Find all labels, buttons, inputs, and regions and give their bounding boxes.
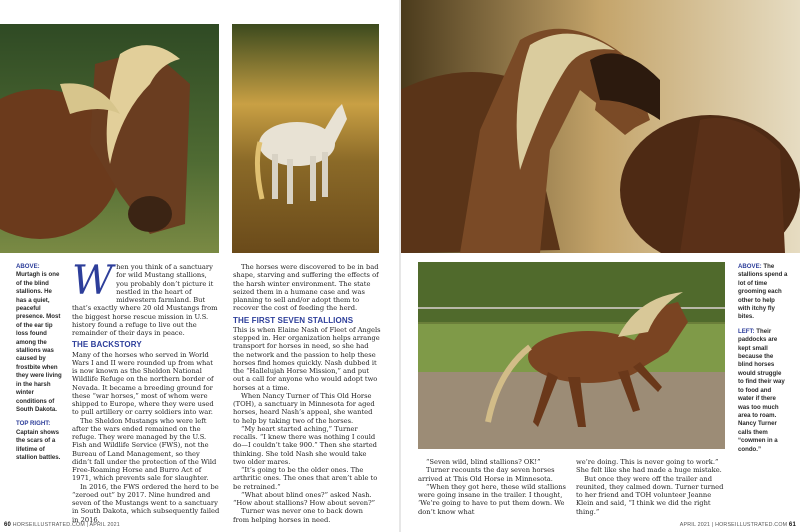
footer-right — [680, 522, 796, 528]
page-number-left: 60 — [4, 522, 12, 528]
body-paragraph: we’re doing. This is never going to work.” She felt like she had made a huge mistake. — [576, 458, 722, 475]
body-paragraph: Many of the horses who served in World Wars I and II were rounded up from what is now known as the Sheldon National Wildlife Refuge on the northern border of Nevada. It became a breeding ground for these “war horses,” most of whom were shipped to Europe, where they were used to pull artillery or carry soldiers into war. — [72, 350, 214, 417]
caption-right — [738, 263, 788, 460]
body-paragraph: When Nancy Turner of This Old Horse (TOH), a sanctuary in Minnesota for aged horses, heard Nash’s appeal, she wanted to help by taking two of the horses. — [233, 391, 375, 425]
heading-backstory: THE BACKSTORY — [72, 340, 142, 350]
caption-left — [16, 263, 64, 468]
body-paragraph: The horses were discovered to be in bad shape, starving and suffering the effects of the harsh winter environment. The state seized them in a humane case and was planning to sell and/or adopt them to recover the cost of feeding the herd. — [233, 263, 379, 313]
body-paragraph: This is when Elaine Nash of Fleet of Angels stepped in. Her organization helps arrange transport for horses in need, so she had the network and the passion to help these horses find homes quickly. Nash dubbed it the “Hallelujah Horse Mission,” and put out a call for anyone who would adopt two horses at a time. — [233, 325, 381, 392]
body-paragraph: “It’s going to be the older ones. The arthritic ones. The ones that aren’t able to be retrained.” — [233, 466, 378, 491]
body-paragraph: The Sheldon Mustangs who were left after the wars ended remained on the refuge. They were managed by the U.S. Fish and Wildlife Service (FWS), not the Bureau of Land Management, so they didn’t fall under the protection of the Wild Free-Roaming Horse and Burro Act of 1971, which prevents sale for slaughter. — [72, 416, 217, 483]
page-number-right: 61 — [788, 522, 796, 528]
page-gutter — [399, 0, 401, 532]
article-column-2 — [233, 263, 381, 524]
photo-murtagh — [0, 24, 219, 253]
body-paragraph: “When they got here, these wild stallions were going insane in the trailer. I thought, ‘We’re going to have to put them down. We don’t know what — [418, 482, 566, 516]
caption-right-above: ABOVE: The stallions spend a lot of time grooming each other to help with itchy fly bites. — [738, 263, 788, 321]
footer-right-text: APRIL 2021 | HORSEILLUSTRATED.COM — [679, 522, 788, 528]
photo-trotting-horse — [418, 262, 725, 449]
body-paragraph: “My heart started aching,” Turner recalls. “I knew there was nothing I could do—I couldn’t take 900.” Then she started thinking. She told Nash she would take two older mares. — [233, 424, 377, 466]
body-paragraph: In 2016, the FWS ordered the herd to be “zeroed out” by 2017. Nine hundred and seven of the Mustangs went to a sanctuary in South Dakota, which subsequently failed in 2016. — [72, 482, 220, 524]
drop-cap: W — [72, 258, 114, 304]
photo-white-horse — [232, 24, 379, 253]
article-column-1 — [72, 258, 220, 524]
body-paragraph: “What about blind ones?” asked Nash. “How about stallions? How about seven?” — [233, 490, 376, 507]
body-paragraph: Turner was never one to back down from helping horses in need. — [233, 507, 363, 524]
body-paragraph: But once they were off the trailer and reunited, they calmed down. Turner turned to her friend and TOH volunteer Jeanne Klein and said, “I think we did the right thing.” — [576, 474, 724, 516]
heading-first-seven: THE FIRST SEVEN STALLIONS — [233, 315, 354, 325]
intro-paragraph: When you think of a sanctuary for wild Mustang stallions, you probably don’t picture it nestled in the heart of midwestern farmland. But that’s exactly where 20 old Mustangs from the biggest horse rescue mission in U.S. history found a refuge to live out the remainder of their days in peace. — [72, 258, 218, 337]
article-column-3 — [418, 458, 568, 516]
caption-left-topright: TOP RIGHT: Captain shows the scars of a lifetime of stallion battles. — [16, 420, 61, 461]
footer-left — [4, 522, 120, 528]
body-paragraph: Turner recounts the day seven horses arrived at This Old Horse in Minnesota. — [418, 466, 555, 483]
footer-left-text: HORSEILLUSTRATED.COM | APRIL 2021 — [12, 522, 120, 528]
article-column-4 — [576, 458, 726, 516]
photo-horses-grooming — [400, 0, 800, 253]
caption-left-above: ABOVE: Murtagh is one of the blind stallions. He has a quiet, peaceful presence. Most of the ear tip loss found among the stallions was caused by frostbite when they were living in the harsh winter conditions of South Dakota. — [16, 263, 62, 413]
caption-right-left: LEFT: Their paddocks are kept small because the blind horses would struggle to find their way to food and water if there was too much area to roam. Nancy Turner calls them “cowmen in a condo.” — [738, 327, 785, 453]
body-paragraph: “Seven wild, blind stallions? OK!” — [426, 458, 541, 466]
